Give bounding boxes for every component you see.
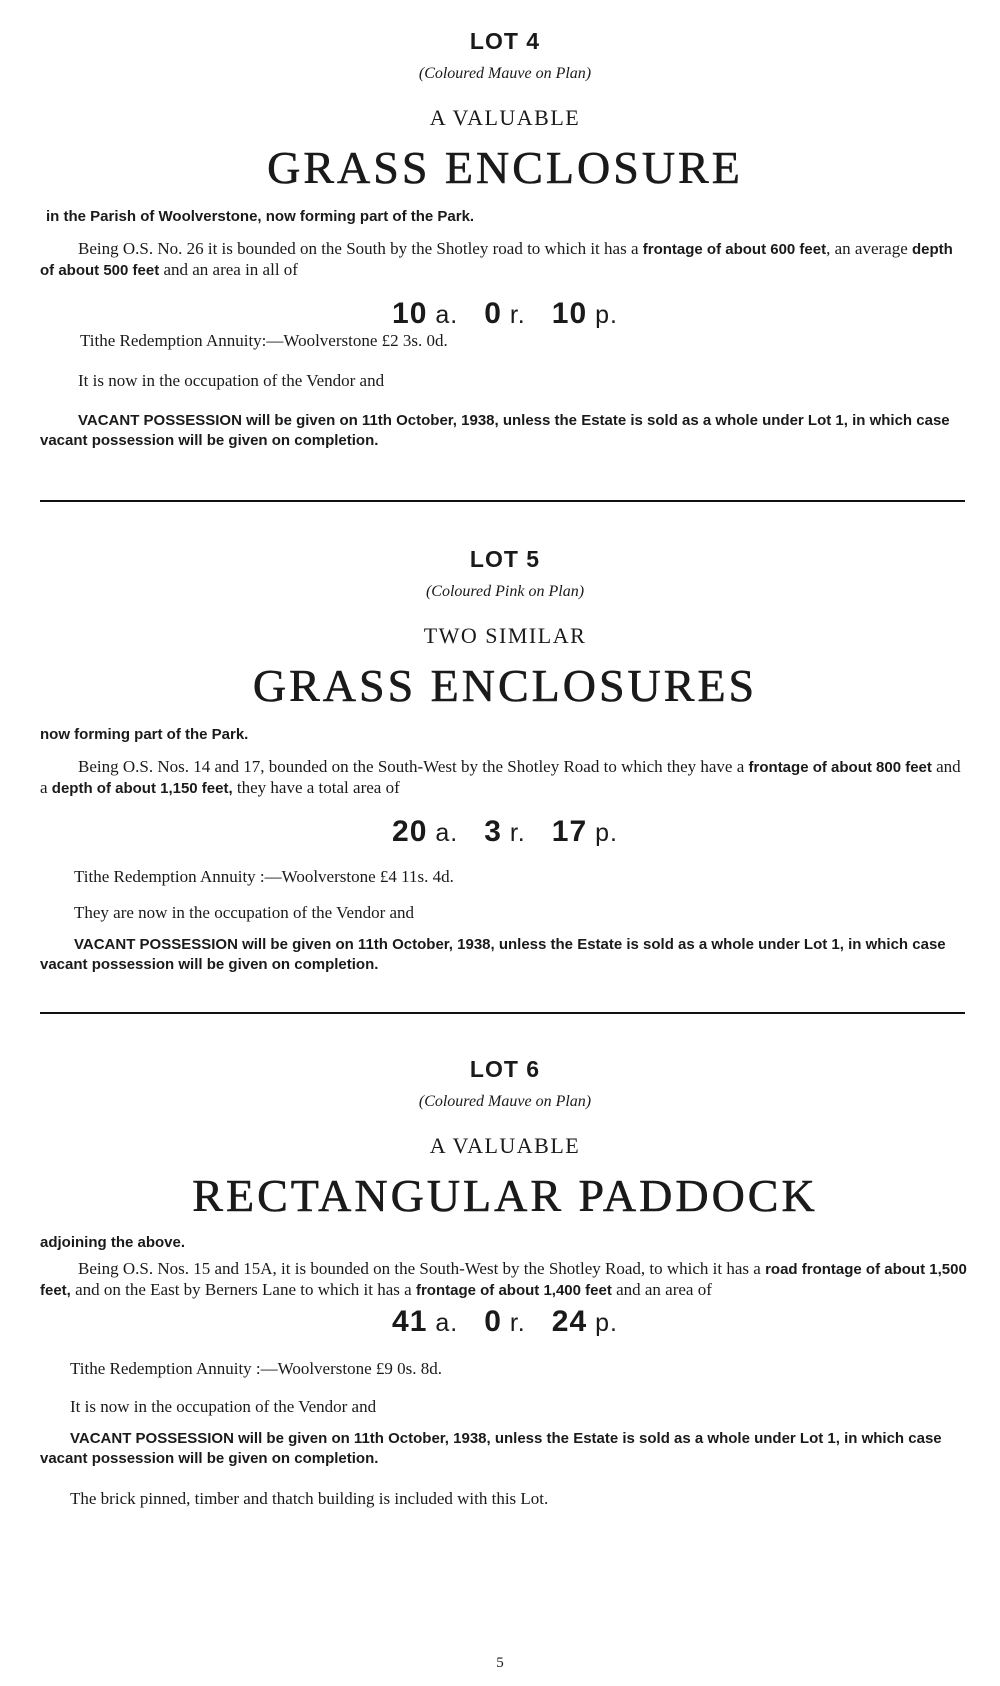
lot-intro: A VALUABLE — [429, 1133, 581, 1158]
lot-tithe: Tithe Redemption Annuity :—Woolverstone £4 11s. 4d. — [74, 867, 454, 886]
area-roods: 0 — [484, 1305, 502, 1338]
description-text: , an average — [826, 239, 912, 258]
area-acres-unit: a. — [435, 301, 459, 329]
lot-description — [40, 1259, 970, 1301]
lot-occupation: They are now in the occupation of the Vendor and — [74, 903, 415, 922]
lot-vacant-possession: VACANT POSSESSION will be given on 11th October, 1938, unless the Estate is sold as a whole under Lot 1, in which case vacant possession will be given on completion. — [40, 1430, 942, 1467]
description-frontage: frontage of about 800 feet — [748, 759, 932, 776]
lot-tithe: Tithe Redemption Annuity:—Woolverstone £2 3s. 0d. — [80, 331, 448, 350]
description-frontage: frontage of about 600 feet — [642, 241, 827, 258]
description-lane-frontage: frontage of about 1,400 feet — [415, 1282, 612, 1299]
lot-occupation: It is now in the occupation of the Vendor and — [78, 371, 385, 390]
description-text: Being O.S. Nos. 15 and 15A, it is bounded on the South-West by the Shotley Road, to which it has a — [78, 1259, 766, 1278]
lot-intro: TWO SIMILAR — [423, 623, 587, 648]
area-acres-unit: a. — [435, 1309, 459, 1337]
lot-description — [40, 757, 970, 799]
lot-area — [40, 297, 970, 331]
lot-colour-note: (Coloured Mauve on Plan) — [418, 65, 592, 82]
lot-location: adjoining the above. — [40, 1234, 186, 1251]
lot-vacant-possession: VACANT POSSESSION will be given on 11th October, 1938, unless the Estate is sold as a whole under Lot 1, in which case vacant possession will be given on completion. — [40, 936, 946, 973]
area-roods-unit: r. — [509, 1309, 526, 1337]
page-number: 5 — [496, 1655, 504, 1671]
lot-heading: GRASS ENCLOSURE — [267, 142, 743, 193]
lot-vacant-possession: VACANT POSSESSION will be given on 11th October, 1938, unless the Estate is sold as a whole under Lot 1, in which case vacant possession will be given on completion. — [40, 412, 950, 449]
lot-6-section — [40, 1056, 970, 1509]
area-roods: 3 — [484, 815, 502, 848]
description-depth: depth of about 500 feet — [40, 241, 953, 279]
lot-number: LOT 4 — [469, 28, 541, 54]
area-perches: 24 — [551, 1305, 588, 1338]
lot-area — [40, 815, 970, 849]
area-acres-unit: a. — [435, 819, 459, 847]
lot-location: in the Parish of Woolverstone, now forming part of the Park. — [46, 208, 475, 225]
area-perches: 17 — [551, 815, 588, 848]
description-depth: depth of about 1,150 feet, — [51, 780, 233, 797]
section-divider — [40, 500, 965, 502]
lot-description — [40, 239, 970, 281]
area-perches-unit: p. — [595, 819, 618, 847]
lot-tithe: Tithe Redemption Annuity :—Woolverstone £9 0s. 8d. — [70, 1359, 442, 1378]
area-acres: 41 — [392, 1305, 428, 1338]
lot-colour-note: (Coloured Pink on Plan) — [425, 583, 585, 600]
area-perches-unit: p. — [595, 301, 618, 329]
description-text: Being O.S. No. 26 it is bounded on the South by the Shotley road to which it has a — [78, 239, 643, 258]
lot-heading: GRASS ENCLOSURES — [252, 660, 758, 711]
area-roods-unit: r. — [509, 301, 526, 329]
lot-number: LOT 6 — [469, 1056, 541, 1082]
lot-area — [40, 1305, 970, 1339]
description-text: they have a total area of — [232, 778, 400, 797]
area-roods-unit: r. — [509, 819, 526, 847]
description-text: and an area in all of — [159, 260, 298, 279]
description-road-frontage: road frontage of about 1,500 feet, — [40, 1261, 967, 1299]
area-perches: 10 — [551, 297, 588, 330]
description-text: and on the East by Berners Lane to which it has a — [70, 1280, 416, 1299]
area-acres: 20 — [392, 815, 428, 848]
lot-colour-note: (Coloured Mauve on Plan) — [418, 1093, 592, 1110]
area-acres: 10 — [392, 297, 428, 330]
lot-number: LOT 5 — [469, 546, 541, 572]
lot-5-section — [40, 546, 970, 975]
lot-4-section — [40, 28, 970, 451]
description-text: Being O.S. Nos. 14 and 17, bounded on the South-West by the Shotley Road to which they have a — [78, 757, 749, 776]
description-text: and a — [40, 757, 961, 797]
lot-location: now forming part of the Park. — [40, 726, 249, 743]
section-divider — [40, 1012, 965, 1014]
description-text: and an area of — [611, 1280, 712, 1299]
lot-note: The brick pinned, timber and thatch building is included with this Lot. — [70, 1489, 549, 1508]
lot-occupation: It is now in the occupation of the Vendor and — [70, 1397, 377, 1416]
area-perches-unit: p. — [595, 1309, 618, 1337]
lot-intro: A VALUABLE — [429, 105, 581, 130]
lot-heading: RECTANGULAR PADDOCK — [192, 1170, 818, 1221]
area-roods: 0 — [484, 297, 502, 330]
